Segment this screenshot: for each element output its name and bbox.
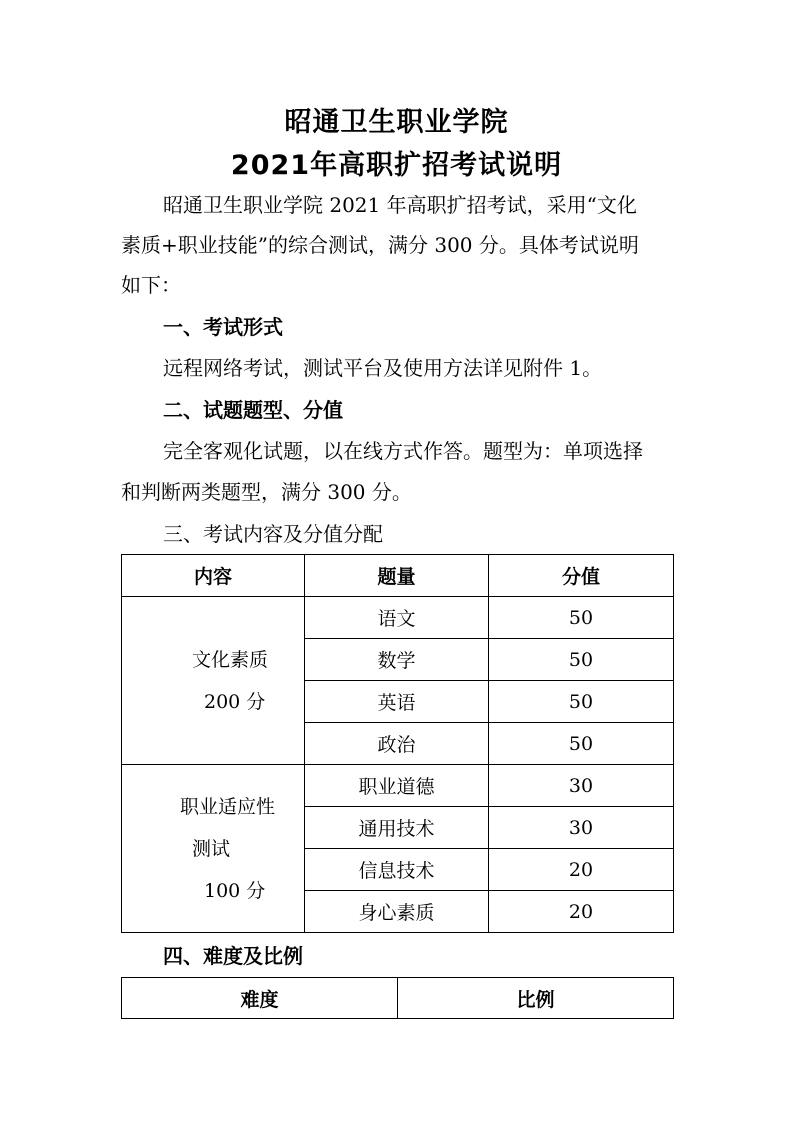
- intro-line-2: 素质+职业技能”的综合测试，满分 300 分。具体考试说明: [121, 233, 639, 257]
- score-table-header-row: [122, 555, 674, 597]
- group-label-line: 200 分: [204, 690, 266, 713]
- subject-cell: 语文: [305, 597, 489, 639]
- subject-cell: 英语: [305, 681, 489, 723]
- group-label-line: 职业适应性: [180, 795, 276, 818]
- group-label-culture: [122, 597, 305, 765]
- section4-heading: 四、难度及比例: [163, 944, 303, 968]
- intro-line-3: 如下：: [121, 273, 181, 297]
- subject-cell: 身心素质: [305, 891, 489, 933]
- subject-cell: 信息技术: [305, 849, 489, 891]
- header-content: 内容: [122, 555, 305, 597]
- score-cell: 50: [489, 681, 674, 723]
- section3-heading: 三、考试内容及分值分配: [163, 522, 383, 546]
- score-cell: 30: [489, 807, 674, 849]
- subject-cell: 职业道德: [305, 765, 489, 807]
- section2-body-1: 完全客观化试题，以在线方式作答。题型为：单项选择: [163, 439, 643, 463]
- subject-cell: 数学: [305, 639, 489, 681]
- score-cell: 20: [489, 849, 674, 891]
- group-label-vocational: [122, 765, 305, 933]
- document-title-line2: 2021年高职扩招考试说明: [230, 150, 563, 181]
- subject-cell: 政治: [305, 723, 489, 765]
- score-table: [121, 554, 674, 933]
- subject-cell: 通用技术: [305, 807, 489, 849]
- score-cell: 50: [489, 723, 674, 765]
- document-title-line1: 昭通卫生职业学院: [284, 107, 509, 138]
- difficulty-table-header-row: [122, 978, 674, 1019]
- score-cell: 50: [489, 639, 674, 681]
- group-label-line: 测试: [192, 837, 231, 860]
- table-row: [122, 597, 674, 639]
- header-ratio: 比例: [398, 978, 674, 1019]
- score-cell: 20: [489, 891, 674, 933]
- intro-line-1: 昭通卫生职业学院 2021 年高职扩招考试，采用“文化: [163, 193, 637, 217]
- header-score: 分值: [489, 555, 674, 597]
- section2-body-2: 和判断两类题型，满分 300 分。: [121, 480, 412, 504]
- header-quantity: 题量: [305, 555, 489, 597]
- group-label-line: 100 分: [204, 879, 266, 902]
- table-row: [122, 765, 674, 807]
- header-difficulty: 难度: [122, 978, 398, 1019]
- section1-heading: 一、考试形式: [163, 315, 283, 339]
- group-label-line: 文化素质: [192, 648, 269, 671]
- section2-heading: 二、试题题型、分值: [163, 398, 343, 422]
- section1-body-1: 远程网络考试，测试平台及使用方法详见附件 1。: [163, 356, 603, 380]
- score-cell: 30: [489, 765, 674, 807]
- score-cell: 50: [489, 597, 674, 639]
- difficulty-table: [121, 977, 674, 1019]
